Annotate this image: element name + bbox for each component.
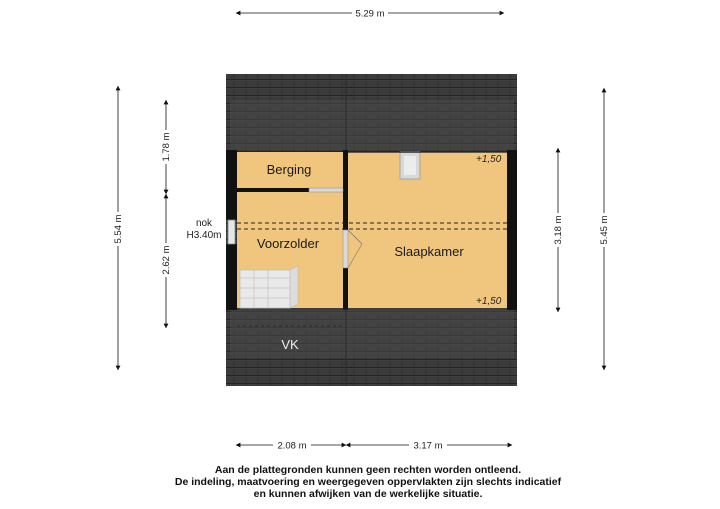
roof-shade-top — [230, 100, 514, 150]
window-left — [228, 220, 235, 244]
roof-shade-bottom — [230, 308, 514, 358]
dimension-bottom-right — [348, 438, 510, 452]
dimension-bottom-left-label: 2.08 m — [277, 440, 307, 452]
disclaimer-line-3: en kunnen afwijken van de werkelijke situatie. — [253, 488, 483, 500]
dimension-top-label: 5.29 m — [355, 8, 385, 20]
door-berging — [309, 188, 343, 192]
nok-height-label: H3.40m — [186, 230, 222, 241]
staircase — [240, 266, 298, 308]
label-vk: VK — [281, 337, 299, 352]
nok-label: nok — [195, 218, 213, 229]
label-slaapkamer: Slaapkamer — [394, 244, 464, 259]
dimension-left-lower-label: 2.62 m — [161, 245, 172, 275]
dimension-bottom-right-label: 3.17 m — [413, 440, 443, 452]
dimension-left-lower — [159, 196, 173, 326]
dimension-left-upper-label: 1.78 m — [161, 132, 172, 162]
disclaimer-line-2: De indeling, maatvoering en weergegeven oppervlakten zijn slechts indicatief — [174, 476, 562, 488]
dimension-right-inner-label: 3.18 m — [553, 215, 564, 245]
dimension-right-outer-label: 5.45 m — [599, 215, 610, 245]
dimension-right-inner — [551, 150, 565, 310]
dimension-bottom-left — [238, 438, 344, 452]
level-bottom-label: +1,50 — [476, 296, 502, 307]
dimension-right-outer — [597, 90, 611, 368]
disclaimer-line-1: Aan de plattegronden kunnen geen rechten worden ontleend. — [214, 464, 522, 476]
dimension-left-total — [111, 88, 125, 368]
level-top-label: +1,50 — [476, 154, 502, 165]
dimension-top — [238, 6, 502, 20]
dimension-left-upper — [159, 102, 173, 192]
room-slaapkamer — [347, 152, 507, 308]
label-voorzolder: Voorzolder — [256, 236, 320, 251]
dimension-left-total-label: 5.54 m — [113, 214, 124, 244]
label-berging: Berging — [266, 162, 312, 177]
